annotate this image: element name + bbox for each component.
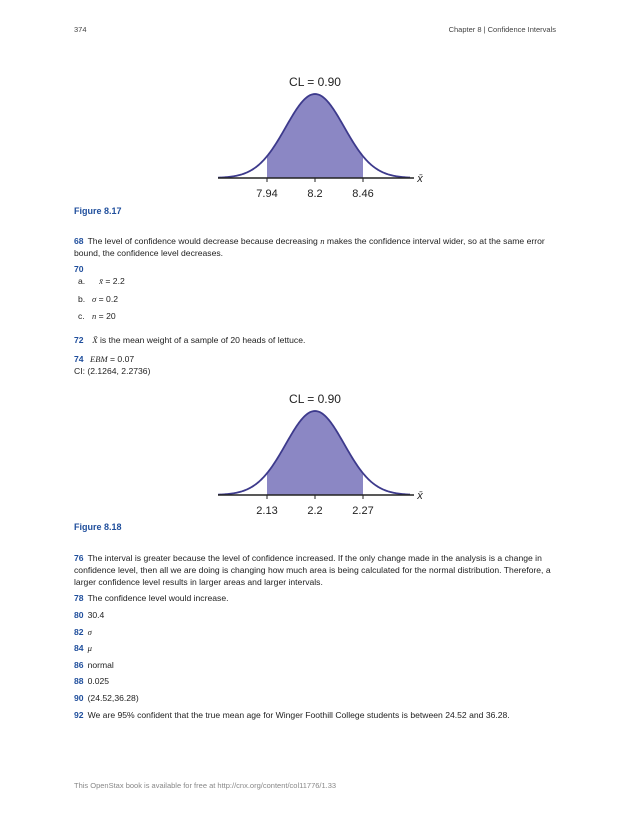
answer-84: 84 μ — [74, 643, 92, 653]
answer-92: 92 We are 95% confident that the true mean age for Winger Foothill College students is between 24.52 and 36.28. — [74, 710, 510, 720]
figure-8-17-normal-curve — [210, 70, 430, 202]
axis-label: x̄ — [417, 173, 423, 185]
answer-82: 82 σ — [74, 627, 92, 637]
figure-8-18-normal-curve — [210, 387, 430, 519]
tick-label-mean: 8.2 — [307, 188, 323, 200]
chapter-header: Chapter 8 | Confidence Intervals — [448, 25, 556, 34]
figure-title: CL = 0.90 — [289, 392, 341, 406]
answer-86: 86 normal — [74, 660, 114, 670]
answer-76: 76 The interval is greater because the level of confidence increased. If the only change made in the analysis is a change in confidence level, then all we are doing is changing how much area is being calculated for the normal distribution. Therefore, a larger confidence level results in larger areas and larger intervals. — [74, 553, 551, 587]
tick-label-lower: 7.94 — [256, 188, 278, 200]
answer-74: 74 EBM = 0.07 — [74, 354, 135, 364]
answer-80: 80 30.4 — [74, 610, 105, 620]
answer-70: 70 — [74, 264, 84, 274]
answer-74-ci: CI: (2.1264, 2.2736) — [74, 366, 151, 376]
answer-70-b: b. σ = 0.2 — [78, 294, 118, 304]
figure-caption-8-18: Figure 8.18 — [74, 522, 122, 532]
tick-label-upper: 2.27 — [352, 505, 374, 517]
tick-label-lower: 2.13 — [256, 505, 278, 517]
answer-90: 90 (24.52,36.28) — [74, 693, 139, 703]
answer-70-c: c. n = 20 — [78, 311, 116, 321]
figure-title: CL = 0.90 — [289, 75, 341, 89]
axis-label: x̄ — [417, 490, 423, 502]
answer-70-a: a. x̄ = 2.2 — [78, 276, 125, 286]
tick-label-mean: 2.2 — [307, 505, 323, 517]
figure-caption-8-17: Figure 8.17 — [74, 206, 122, 216]
footer-note: This OpenStax book is available for free at http://cnx.org/content/col11776/1.33 — [74, 781, 337, 790]
answer-88: 88 0.025 — [74, 676, 110, 686]
answer-78: 78 The confidence level would increase. — [74, 593, 229, 603]
page-number: 374 — [74, 25, 87, 34]
answer-68: 68 The level of confidence would decrease because decreasing n makes the confidence interval wider, so at the same error bound, the confidence level decreases. — [74, 236, 545, 258]
tick-label-upper: 8.46 — [352, 188, 374, 200]
answer-72: 72 X̄ is the mean weight of a sample of 20 heads of lettuce. — [74, 335, 306, 345]
